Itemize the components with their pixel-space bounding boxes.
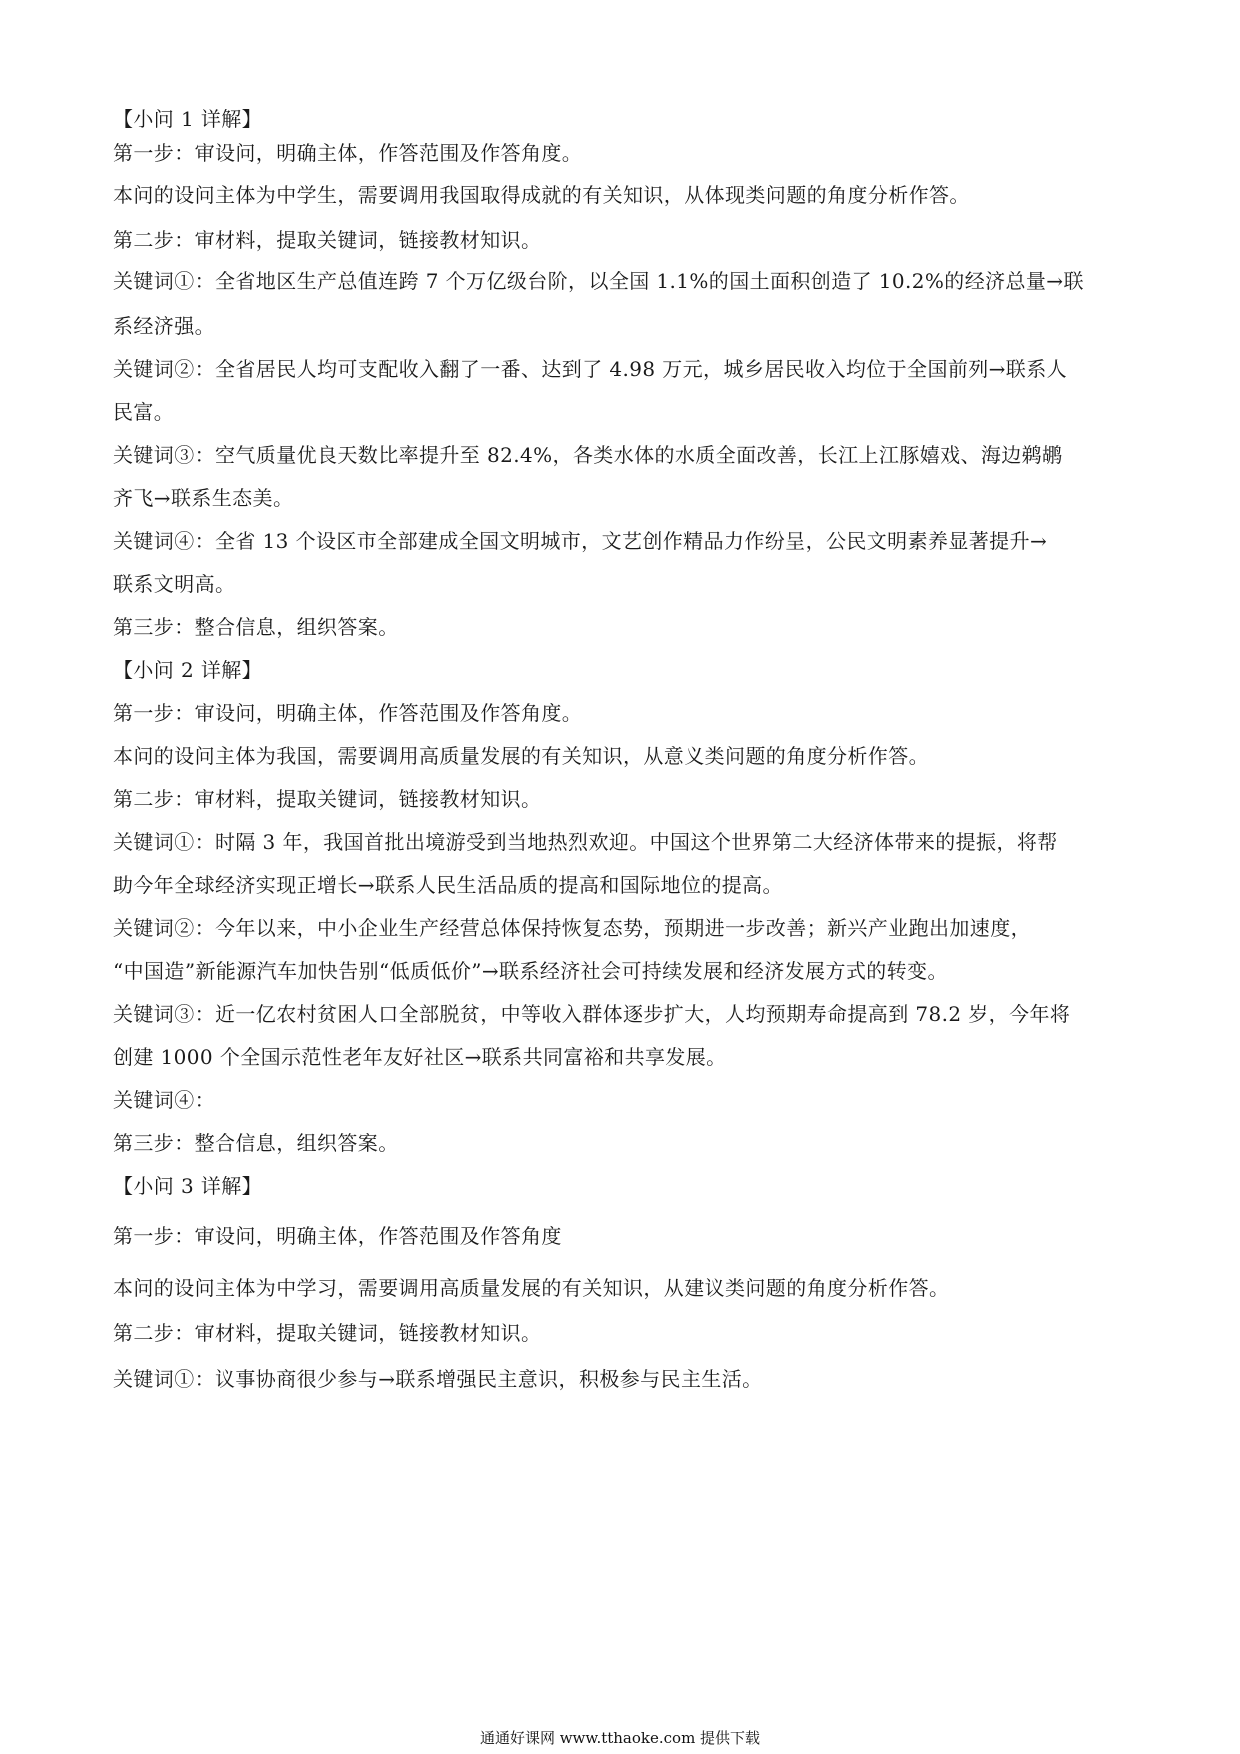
- paragraph-line: 助今年全球经济实现正增长→联系人民生活品质的提高和国际地位的提高。: [113, 873, 783, 897]
- paragraph-line: 第二步：审材料，提取关键词，链接教材知识。: [113, 1321, 542, 1345]
- paragraph-line: 联系文明高。: [113, 572, 236, 596]
- paragraph-line: 系经济强。: [113, 314, 215, 338]
- paragraph-line: 本问的设问主体为我国，需要调用高质量发展的有关知识，从意义类问题的角度分析作答。: [113, 744, 929, 768]
- paragraph-line: 第一步：审设问，明确主体，作答范围及作答角度。: [113, 701, 583, 725]
- paragraph-line: 关键词②：今年以来，中小企业生产经营总体保持恢复态势，预期进一步改善；新兴产业跑出加速度，: [113, 916, 1031, 940]
- paragraph-line: 第一步：审设问，明确主体，作答范围及作答角度: [113, 1224, 562, 1248]
- paragraph-line: 关键词①：议事协商很少参与→联系增强民主意识，积极参与民主生活。: [113, 1367, 763, 1391]
- paragraph-line: 齐飞→联系生态美。: [113, 486, 294, 510]
- section-heading-q1: 【小问 1 详解】: [113, 107, 263, 131]
- paragraph-line: 关键词①：全省地区生产总值连跨 7 个万亿级台阶，以全国 1.1%的国土面积创造了 10.2%的经济总量→联: [113, 269, 1084, 293]
- paragraph-line: 关键词④：: [113, 1088, 215, 1112]
- footer-watermark: 通通好课网 www.tthaoke.com 提供下载: [479, 1729, 761, 1747]
- section-heading-q3: 【小问 3 详解】: [113, 1174, 263, 1198]
- paragraph-line: 关键词②：全省居民人均可支配收入翻了一番、达到了 4.98 万元，城乡居民收入均位于全国前列→联系人: [113, 357, 1068, 381]
- paragraph-line: 第二步：审材料，提取关键词，链接教材知识。: [113, 787, 542, 811]
- paragraph-line: 第三步：整合信息，组织答案。: [113, 615, 399, 639]
- paragraph-line: 关键词③：空气质量优良天数比率提升至 82.4%，各类水体的水质全面改善，长江上江豚嬉戏、海边鹈鹕: [113, 443, 1063, 467]
- paragraph-line: 第三步：整合信息，组织答案。: [113, 1131, 399, 1155]
- paragraph-line: 创建 1000 个全国示范性老年友好社区→联系共同富裕和共享发展。: [113, 1045, 727, 1069]
- paragraph-line: “中国造”新能源汽车加快告别“低质低价”→联系经济社会可持续发展和经济发展方式的转变。: [113, 959, 948, 983]
- paragraph-line: 民富。: [113, 400, 175, 424]
- paragraph-line: 第一步：审设问，明确主体，作答范围及作答角度。: [113, 141, 583, 165]
- paragraph-line: 本问的设问主体为中学生，需要调用我国取得成就的有关知识，从体现类问题的角度分析作答。: [113, 183, 970, 207]
- paragraph-line: 本问的设问主体为中学习，需要调用高质量发展的有关知识，从建议类问题的角度分析作答。: [113, 1276, 950, 1300]
- paragraph-line: 关键词①：时隔 3 年，我国首批出境游受到当地热烈欢迎。中国这个世界第二大经济体带来的提振，将帮: [113, 830, 1058, 854]
- paragraph-line: 第二步：审材料，提取关键词，链接教材知识。: [113, 228, 542, 252]
- paragraph-line: 关键词④：全省 13 个设区市全部建成全国文明城市，文艺创作精品力作纷呈，公民文明素养显著提升→: [113, 529, 1048, 553]
- paragraph-line: 关键词③：近一亿农村贫困人口全部脱贫，中等收入群体逐步扩大，人均预期寿命提高到 78.2 岁，今年将: [113, 1002, 1071, 1026]
- section-heading-q2: 【小问 2 详解】: [113, 658, 263, 682]
